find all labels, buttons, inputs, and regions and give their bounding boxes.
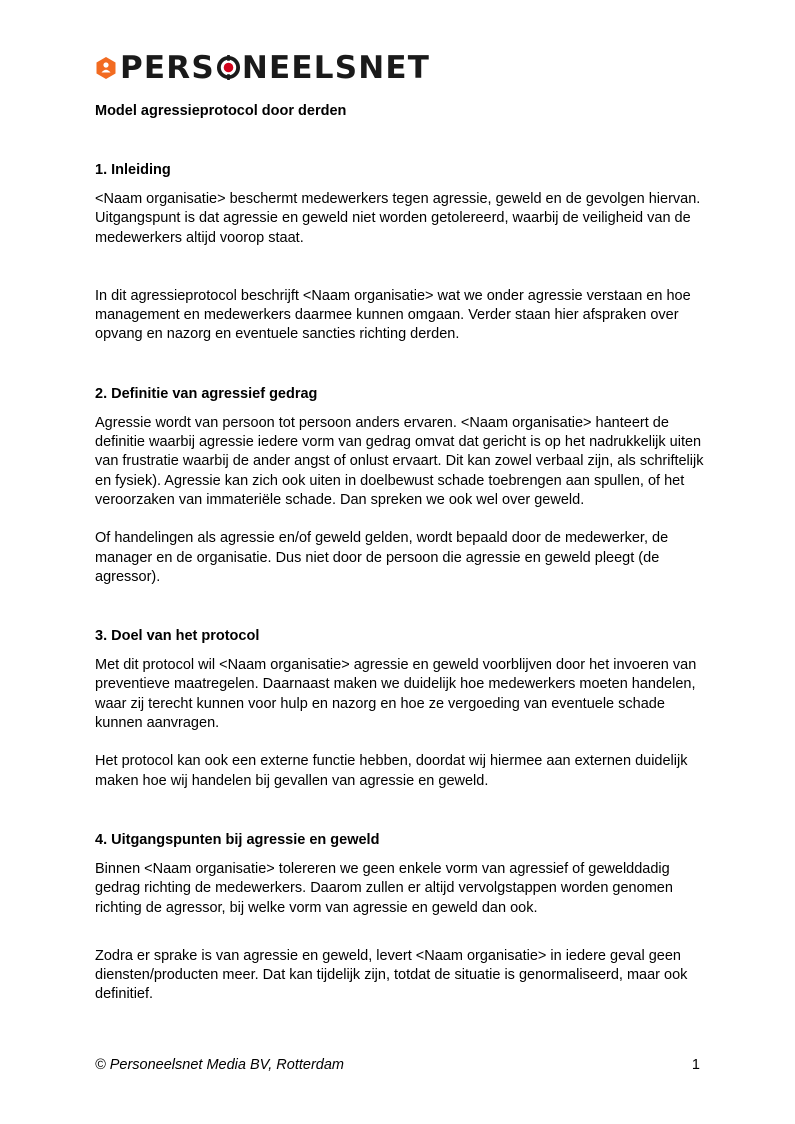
section-2-paragraph-1: Agressie wordt van persoon tot persoon anders ervaren. <Naam organisatie> hanteert de definitie waarbij agressie iedere vorm van gedrag omvat dat gericht is op het nadrukkelijk uiten van frustratie waarbij de ander angst of onlust ervaart. Dit kan zowel verbaal zijn, als schriftelijk en fysiek). Agressie kan zich ook uiten in doelbewust schade toebrengen aan spullen, of het veroorzaken van immateriële schade. Dan spreken we ook wel over geweld.	[95, 414, 704, 508]
logo-badge-icon	[95, 57, 117, 79]
section-3-paragraph-2: Het protocol kan ook een externe functie hebben, doordat wij hiermee aan externen duidelijk maken hoe wij handelen bij gevallen van agressie en geweld.	[95, 753, 688, 789]
document-body	[95, 102, 705, 1005]
logo-wordmark	[120, 50, 430, 86]
section-3-heading: 3. Doel van het protocol	[95, 628, 260, 645]
logo-text-after: NEELSNET	[241, 50, 431, 86]
footer-copyright: © Personeelsnet Media BV, Rotterdam	[95, 1057, 344, 1073]
section-2-paragraph-2: Of handelingen als agressie en/of geweld gelden, wordt bepaald door de medewerker, de manager en de organisatie. Dus niet door de persoon die agressie en geweld pleegt (de agressor).	[95, 530, 669, 585]
section-1-paragraph-1: <Naam organisatie> beschermt medewerkers tegen agressie, geweld en de gevolgen hiervan. Uitgangspunt is dat agressie en geweld niet worden getolereerd, waarbij de veiligheid van de medewerkers altijd voorop staat.	[95, 191, 701, 246]
personeelsnet-logo	[95, 50, 430, 86]
section-3-paragraph-1: Met dit protocol wil <Naam organisatie> agressie en geweld voorblijven door het invoeren van preventieve maatregelen. Daarnaast maken we duidelijk hoe medewerkers moeten handelen, waar zij terecht kunnen voor hulp en nazorg en hoe ze vergoeding van eventuele schade kunnen aanvragen.	[95, 657, 697, 732]
document-title: Model agressieprotocol door derden	[95, 103, 347, 119]
section-4-heading: 4. Uitgangspunten bij agressie en geweld	[95, 831, 380, 848]
section-4-paragraph-2: Zodra er sprake is van agressie en geweld, levert <Naam organisatie> in iedere geval geen diensten/producten meer. Dat kan tijdelijk zijn, totdat de situatie is genormaliseerd, maar ook definitief.	[95, 947, 688, 1003]
logo-text-before: PERS	[120, 50, 215, 86]
target-o-icon	[216, 55, 241, 80]
section-1-heading: 1. Inleiding	[95, 162, 171, 178]
section-1-paragraph-2: In dit agressieprotocol beschrijft <Naam organisatie> wat we onder agressie verstaan en hoe management en medewerkers daarmee kunnen omgaan. Verder staan hier afspraken over opvang en nazorg en eventuele sancties richting derden.	[95, 287, 691, 343]
section-2-heading: 2. Definitie van agressief gedrag	[95, 385, 318, 402]
page-number: 1	[691, 1057, 700, 1073]
section-4-paragraph-1: Binnen <Naam organisatie> tolereren we geen enkele vorm van agressief of gewelddadig gedrag richting de medewerkers. Daarom zullen er altijd vervolgstappen worden genomen richting de agressor, bij welke vorm van agressie en geweld dan ook.	[95, 860, 673, 916]
page-footer	[95, 1057, 700, 1073]
